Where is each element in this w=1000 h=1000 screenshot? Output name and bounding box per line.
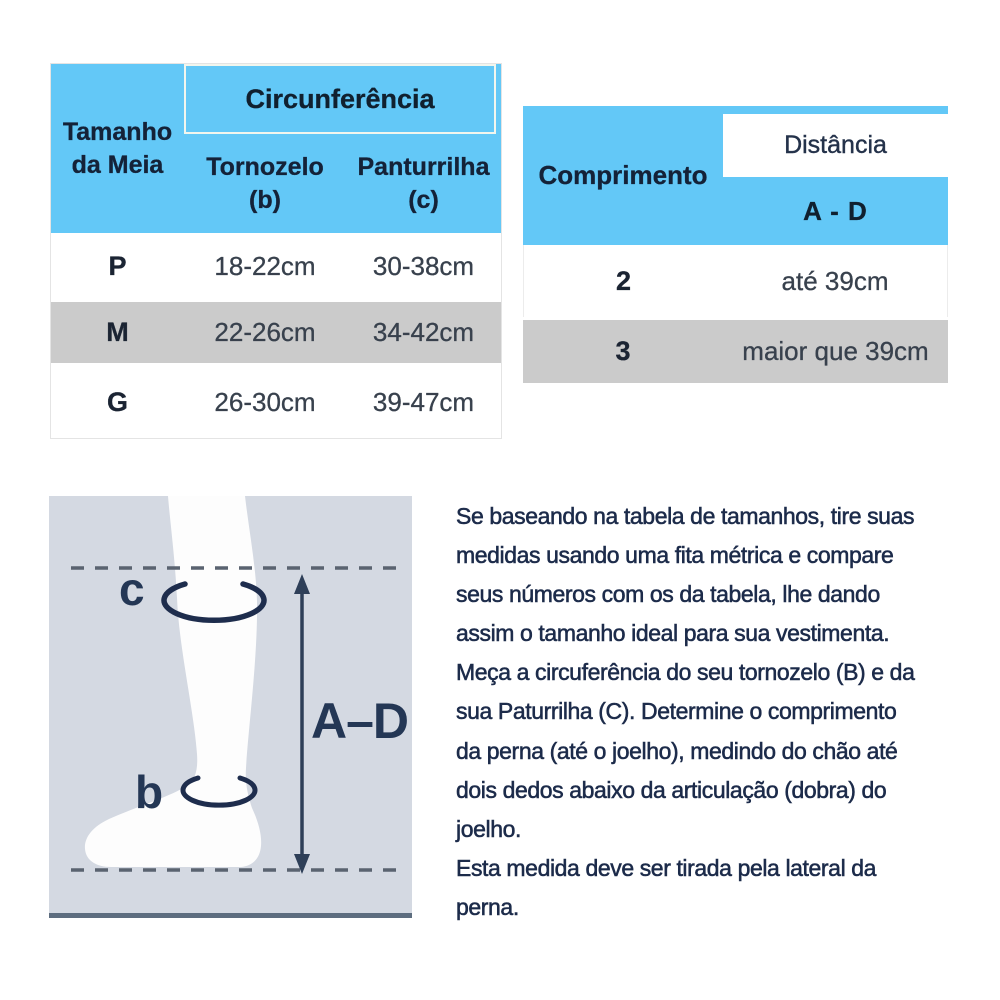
- calf-value: 30-38cm: [372, 250, 475, 281]
- instruction-line: seus números com os da tabela, lhe dando: [456, 581, 880, 608]
- table-row: [523, 317, 948, 383]
- size-value: G: [106, 386, 128, 417]
- size-circumference-table: [50, 63, 502, 439]
- table-row: [523, 245, 948, 317]
- size-column-header-line2: da Meia: [71, 150, 164, 179]
- calf-column-header-line2: (c): [408, 185, 439, 214]
- table-row: [51, 299, 501, 366]
- circumference-group-header: Circunferência: [184, 64, 496, 134]
- instruction-line: Se baseando na tabela de tamanhos, tire suas: [456, 503, 915, 529]
- length-column-header: Comprimento: [538, 160, 708, 190]
- calf-value: 39-47cm: [372, 386, 475, 417]
- ankle-value: 18-22cm: [214, 250, 316, 281]
- size-column-header: [51, 64, 184, 233]
- distance-value: maior que 39cm: [742, 336, 929, 366]
- leg-diagram-canvas: [49, 496, 412, 913]
- distance-column-header: A - D: [803, 195, 868, 226]
- instruction-line: assim o tamanho ideal para sua vestimenta.: [456, 620, 890, 647]
- distance-value: até 39cm: [781, 265, 889, 296]
- instruction-line: dois dedos abaixo da articulação (dobra) do: [456, 776, 887, 803]
- instruction-line: sua Paturrilha (C). Determine o comprimento: [456, 698, 897, 725]
- size-value: M: [106, 317, 129, 347]
- length-ad-label: A–D: [311, 693, 409, 749]
- length-table-header: [523, 106, 948, 245]
- calf-column-header: [346, 134, 501, 233]
- instruction-line: Esta medida deve ser tirada pela lateral da: [456, 854, 877, 881]
- measuring-instructions: [456, 497, 914, 927]
- ankle-value: 22-26cm: [214, 317, 316, 347]
- instruction-line: perna.: [456, 893, 519, 920]
- leg-measurement-diagram: [49, 496, 412, 918]
- calf-value: 34-42cm: [372, 317, 475, 347]
- size-table-subheaders: [184, 134, 501, 233]
- ankle-value: 26-30cm: [214, 386, 316, 417]
- size-value: P: [108, 250, 127, 281]
- calf-column-header-line1: Panturrilha: [357, 152, 490, 181]
- table-row: [51, 233, 501, 299]
- leg-silhouette: [85, 496, 261, 867]
- instruction-line: Meça a circuferência do seu tornozelo (B) e da: [456, 659, 915, 686]
- length-arrow: [294, 574, 310, 874]
- length-value: 2: [616, 265, 632, 296]
- calf-label: c: [119, 563, 145, 615]
- instruction-line: da perna (até o joelho), medindo do chão até: [456, 737, 898, 764]
- length-distance-table: [523, 106, 948, 383]
- ankle-column-header-line2: (b): [249, 185, 281, 214]
- ankle-column-header-line1: Tornozelo: [206, 152, 324, 181]
- instruction-line: medidas usando uma fita métrica e compare: [456, 542, 894, 569]
- table-row: [51, 366, 501, 438]
- length-value: 3: [615, 336, 631, 366]
- instruction-line: joelho.: [456, 815, 521, 842]
- ankle-column-header: [184, 134, 346, 233]
- size-table-header: [51, 64, 501, 233]
- ankle-label: b: [135, 766, 164, 818]
- size-column-header-line1: Tamanho: [62, 117, 173, 146]
- distance-group-header: Distância: [723, 114, 948, 177]
